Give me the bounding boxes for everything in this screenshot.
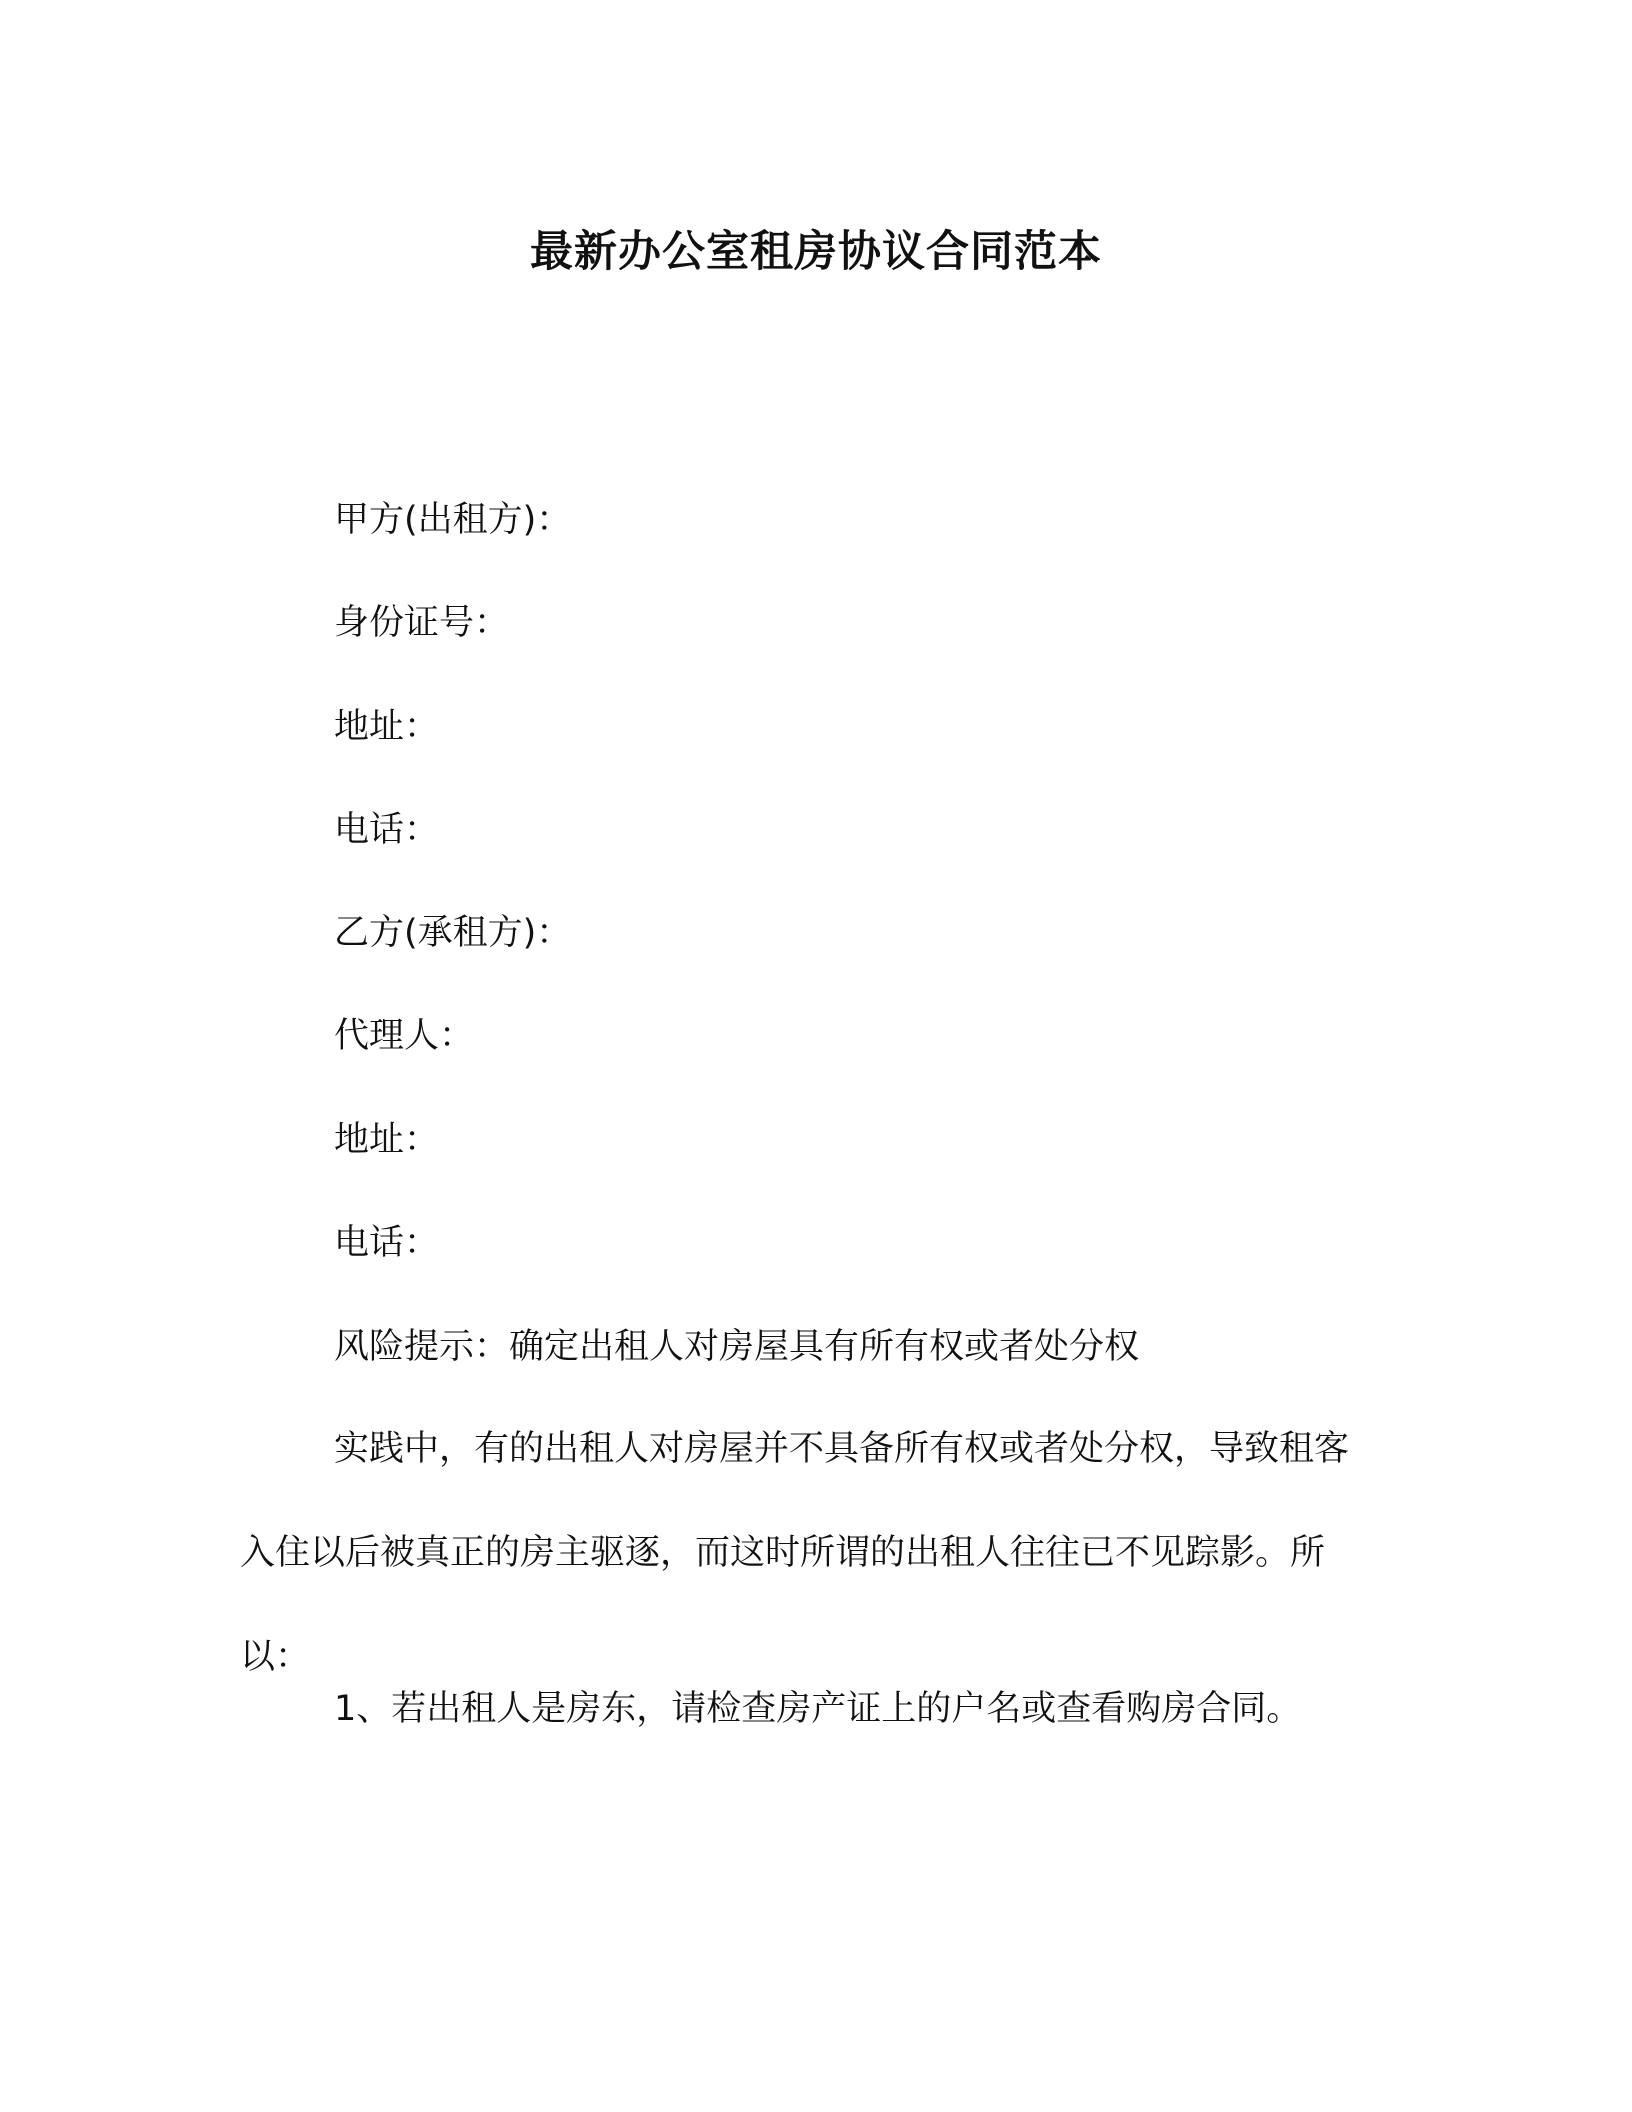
party-b-address-label: 地址： — [334, 1120, 440, 1160]
party-b-phone-label: 电话： — [334, 1223, 440, 1263]
list-item-1: 1、若出租人是房东，请检查房产证上的户名或查看购房合同。 — [334, 1689, 1302, 1729]
document-title: 最新办公室租房协议合同范本 — [530, 227, 1102, 277]
party-a-phone-label: 电话： — [334, 810, 440, 850]
risk-paragraph: 实践中，有的出租人对房屋并不具备所有权或者处分权，导致租客入住以后被真正的房主驱逐，而这时所谓的出租人往往已不见踪影。所以： — [240, 1429, 1350, 1677]
party-a-address-label: 地址： — [334, 707, 440, 747]
party-b-label: 乙方(承租方)： — [334, 913, 572, 953]
party-a-id-label: 身份证号： — [334, 603, 510, 643]
party-a-label: 甲方(出租方)： — [334, 500, 572, 540]
party-b-agent-label: 代理人： — [334, 1016, 475, 1056]
risk-heading: 风险提示：确定出租人对房屋具有所有权或者处分权 — [334, 1327, 1140, 1367]
